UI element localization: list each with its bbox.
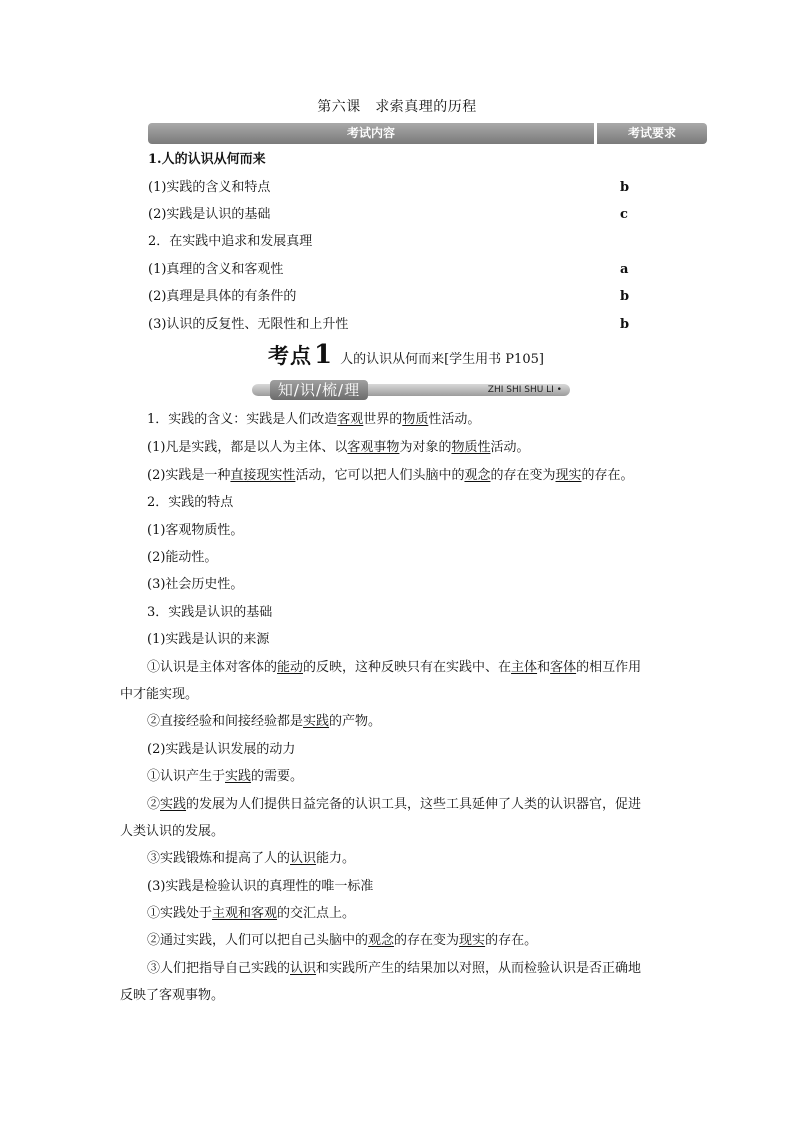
text-line [120,820,224,839]
text-segment: 的存在变为 [490,468,556,483]
text-line [120,683,198,702]
table-row [148,178,707,198]
text-line [147,436,529,455]
row-level: c [620,207,628,222]
text-segment: 1．实践的含义：实践是人们改造 [147,412,338,427]
text-line [147,408,480,427]
text-segment: ②通过实践，人们可以把自己头脑中的 [147,933,369,948]
text-line [147,847,355,866]
text-line [147,464,634,483]
text-segment: 的相互作用 [576,660,642,675]
underlined-term: 主体 [511,660,538,675]
text-segment: 2．实践的特点 [147,495,234,510]
text-segment: 的产物。 [329,714,382,729]
table-row [148,232,707,252]
text-segment: 的存在变为 [394,933,460,948]
text-line [147,573,243,592]
text-segment: (3)实践是检验认识的真理性的唯一标准 [147,879,374,894]
text-line [147,793,641,812]
row-content: (1)真理的含义和客观性 [148,262,284,277]
text-segment: ①认识是主体对客体的 [147,660,278,675]
row-level: b [620,317,630,332]
text-segment: 能力。 [316,851,356,866]
text-line [147,656,641,675]
table-row [148,205,707,225]
text-line [147,710,381,729]
text-segment: 人类认识的发展。 [120,824,225,839]
underlined-term: 主观和客观 [212,906,278,921]
text-segment: ①实践处于 [147,906,213,921]
text-line [147,957,641,976]
row-level: b [620,289,630,304]
text-segment: 中才能实现。 [120,687,199,702]
underlined-term: 客观 [337,412,364,427]
text-line [147,738,295,757]
text-segment: 性活动。 [428,412,481,427]
text-segment: 活动，它可以把人们头脑中的 [295,468,465,483]
text-segment: ② [147,797,161,812]
row-content: (1)实践的含义和特点 [148,180,271,195]
table-row [148,260,707,280]
lesson-title: 第六课 求索真理的历程 [317,99,477,115]
header-content: 考试内容 [148,123,594,144]
text-segment: (2)能动性。 [147,550,218,565]
text-segment: 活动。 [490,440,530,455]
text-segment: 的存在。 [485,933,538,948]
kaodian-title: 人的认识从何而来[学生用书 P105] [340,352,544,367]
underlined-term: 物质性 [451,440,491,455]
banner-pinyin: ZHI SHI SHU LI • [487,385,562,395]
text-segment: 和实践所产生的结果加以对照，从而检验认识是否正确地 [316,961,642,976]
underlined-term: 现实 [459,933,486,948]
text-line [147,601,272,620]
kaodian-number: 1 [314,340,333,370]
text-segment: (1)实践是认识的来源 [147,632,270,647]
text-segment: ②直接经验和间接经验都是 [147,714,304,729]
text-segment: 的存在。 [581,468,634,483]
text-segment: (2)实践是一种 [147,468,231,483]
text-segment: 的发展为人们提供日益完备的认识工具，这些工具延伸了人类的认识器官，促进 [186,797,642,812]
text-segment: 的反映，这种反映只有在实践中、在 [303,660,512,675]
table-row [148,150,707,170]
row-content: (2)真理是具体的有条件的 [148,289,297,304]
text-segment: ③实践锻炼和提高了人的 [147,851,291,866]
text-line [120,984,224,1003]
header-requirement: 考试要求 [597,123,707,144]
row-content: (3)认识的反复性、无限性和上升性 [148,317,349,332]
underlined-term: 客观事物 [347,440,400,455]
row-level: b [620,180,630,195]
text-line [147,875,373,894]
underlined-term: 直接现实性 [230,468,296,483]
table-row [148,315,707,335]
kaodian-heading [268,340,544,370]
text-segment: 的需要。 [251,769,304,784]
text-segment: 和 [537,660,551,675]
underlined-term: 客体 [550,660,577,675]
text-segment: 世界的 [363,412,403,427]
text-line [147,491,233,510]
row-level: a [620,262,629,277]
underlined-term: 实践 [303,714,330,729]
text-segment: ③人们把指导自己实践的 [147,961,291,976]
row-content: (2)实践是认识的基础 [148,207,271,222]
text-line [147,929,537,948]
underlined-term: 观念 [464,468,491,483]
section-banner [252,380,570,400]
text-line [147,902,355,921]
underlined-term: 现实 [555,468,582,483]
text-segment: ①认识产生于 [147,769,226,784]
text-segment: 为对象的 [399,440,452,455]
banner-label: 知/识/梳/理 [270,380,368,400]
table-row [148,287,707,307]
row-content: 2．在实践中追求和发展真理 [148,234,313,249]
text-segment: 的交汇点上。 [277,906,356,921]
text-line [147,765,303,784]
underlined-term: 能动 [277,660,304,675]
underlined-term: 认识 [290,961,317,976]
underlined-term: 认识 [290,851,317,866]
text-segment: (3)社会历史性。 [147,577,244,592]
text-segment: (1)凡是实践，都是以人为主体、以 [147,440,348,455]
text-segment: (2)实践是认识发展的动力 [147,742,296,757]
text-segment: 反映了客观事物。 [120,988,225,1003]
kaodian-prefix: 考点 [268,343,312,368]
table-header [148,123,707,144]
text-segment: 3．实践是认识的基础 [147,605,273,620]
underlined-term: 观念 [368,933,395,948]
text-line [147,519,243,538]
text-line [147,628,269,647]
underlined-term: 物质 [402,412,429,427]
row-content: 1.人的认识从何而来 [148,152,266,167]
text-line [147,546,217,565]
text-segment: (1)客观物质性。 [147,523,244,538]
underlined-term: 实践 [225,769,252,784]
underlined-term: 实践 [160,797,187,812]
